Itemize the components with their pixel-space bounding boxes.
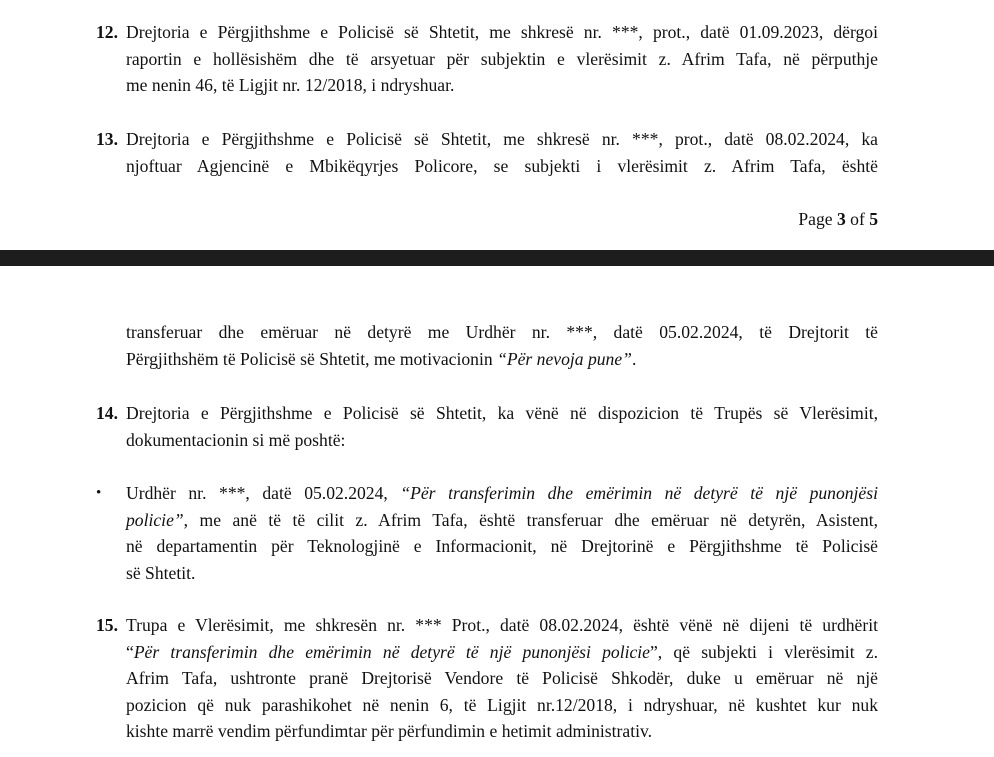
item-number-12: 12.: [96, 22, 118, 42]
paragraph-12-line-2: raportin e hollësishëm dhe të arsyetuar për subjektin e vlerësimit z. Afrim Tafa, në përputhje: [126, 48, 878, 69]
page-number-footer: Page 3 of 5: [798, 209, 878, 229]
bullet-line-4: së Shtetit.: [126, 562, 196, 583]
bullet-icon: •: [96, 485, 102, 501]
bullet-line-3: në departamentin për Teknologjinë e Informacionit, në Drejtorinë e Përgjithshme të Policisë: [126, 536, 878, 556]
item-number-13: 13.: [96, 129, 118, 149]
paragraph-15-line-1: Trupa e Vlerësimit, me shkresën nr. *** Prot., datë 08.02.2024, është vënë në dijeni të urdhërit: [126, 615, 878, 635]
page-3: [0, 0, 994, 250]
paragraph-14: [126, 400, 878, 453]
bullet-line-1: Urdhër nr. ***, datë 05.02.2024, “Për transferimin dhe emërimin në detyrë të një punonjësi: [126, 483, 878, 503]
paragraph-14-line-1: Drejtoria e Përgjithshme e Policisë së Shtetit, ka vënë në dispozicion të Trupës së Vlerësimit,: [126, 403, 878, 423]
paragraph-14-line-2: dokumentacionin si më poshtë:: [126, 429, 346, 450]
paragraph-15-line-2: “Për transferimin dhe emërimin në detyrë të një punonjësi policie”, që subjekti i vlerësimit z.: [126, 641, 878, 662]
continuation-line-2: Përgjithshëm të Policisë së Shtetit, me motivacionin “Për nevoja pune”.: [126, 348, 637, 369]
paragraph-15-line-3: Afrim Tafa, ushtronte pranë Drejtorisë Vendore të Policisë Shkodër, duke u emëruar në një: [126, 668, 878, 688]
paragraph-13-line-1: Drejtoria e Përgjithshme e Policisë së Shtetit, me shkresë nr. ***, prot., datë 08.02.2024, ka: [126, 129, 878, 149]
page-separator: [0, 250, 994, 266]
paragraph-13-line-2: njoftuar Agjencinë e Mbikëqyrjes Policore, se subjekti i vlerësimit z. Afrim Tafa, është: [126, 155, 878, 176]
paragraph-12: [126, 19, 878, 99]
page-4: [0, 266, 994, 757]
continuation-line-1: transferuar dhe emëruar në detyrë me Urdhër nr. ***, datë 05.02.2024, të Drejtorit të: [126, 322, 878, 342]
current-page: 3: [836, 209, 846, 229]
item-number-15: 15.: [96, 615, 118, 635]
continuation-paragraph: [126, 319, 878, 372]
paragraph-15: [126, 612, 878, 745]
item-number-14: 14.: [96, 403, 118, 423]
bullet-paragraph: [126, 480, 878, 586]
bullet-line-2: policie”, me anë të të cilit z. Afrim Tafa, është transferuar dhe emëruar në detyrën, Asistent,: [126, 509, 878, 530]
total-pages: 5: [869, 209, 878, 229]
paragraph-13: [126, 126, 878, 179]
paragraph-12-line-3: me nenin 46, të Ligjit nr. 12/2018, i ndryshuar.: [126, 75, 455, 95]
paragraph-12-line-1: Drejtoria e Përgjithshme e Policisë së Shtetit, me shkresë nr. ***, prot., datë 01.09.2023, dërgoi: [126, 22, 878, 42]
paragraph-15-line-5: kishte marrë vendim përfundimtar për përfundimin e hetimit administrativ.: [126, 721, 653, 741]
paragraph-15-line-4: pozicion që nuk parashikohet në nenin 6, të Ligjit nr.12/2018, i ndryshuar, në kushtet kur nuk: [126, 694, 878, 715]
